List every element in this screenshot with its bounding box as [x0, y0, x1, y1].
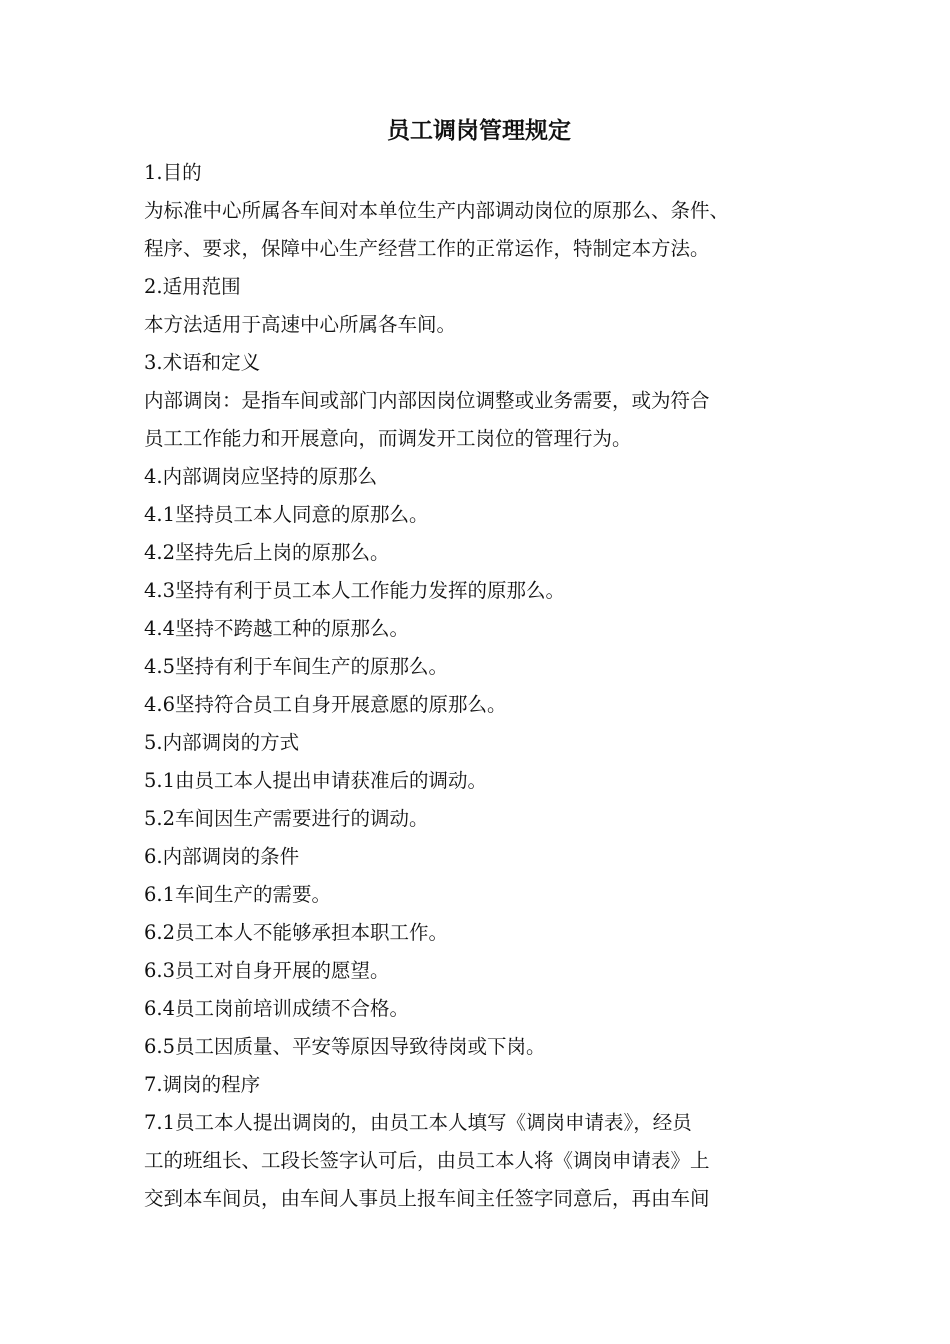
document-title: 员工调岗管理规定	[387, 118, 571, 144]
text-line: 7.1员工本人提出调岗的，由员工本人填写《调岗申请表》，经员	[144, 1111, 692, 1134]
text-line: 6.5员工因质量、平安等原因导致待岗或下岗。	[144, 1035, 546, 1058]
text-line: 4.1坚持员工本人同意的原那么。	[144, 503, 429, 526]
text-line: 5.1由员工本人提出申请获准后的调动。	[144, 769, 488, 792]
text-line: 6.内部调岗的条件	[144, 845, 300, 868]
text-line: 内部调岗：是指车间或部门内部因岗位调整或业务需要，或为符合	[144, 389, 710, 412]
text-line: 员工工作能力和开展意向，而调发开工岗位的管理行为。	[144, 427, 632, 450]
text-line: 程序、要求，保障中心生产经营工作的正常运作，特制定本方法。	[144, 237, 710, 260]
text-line: 本方法适用于高速中心所属各车间。	[144, 313, 457, 336]
text-line: 工的班组长、工段长签字认可后，由员工本人将《调岗申请表》上	[144, 1149, 710, 1172]
document-page	[144, 112, 814, 1218]
document-body	[144, 154, 814, 1218]
text-line: 5.内部调岗的方式	[144, 731, 300, 754]
text-line: 为标准中心所属各车间对本单位生产内部调动岗位的原那么、条件、	[144, 199, 730, 222]
text-line: 1.目的	[144, 161, 202, 184]
text-line: 4.3坚持有利于员工本人工作能力发挥的原那么。	[144, 579, 566, 602]
text-line: 交到本车间员，由车间人事员上报车间主任签字同意后，再由车间	[144, 1187, 710, 1210]
text-line: 7.调岗的程序	[144, 1073, 261, 1096]
text-line: 6.3员工对自身开展的愿望。	[144, 959, 390, 982]
text-line: 2.适用范围	[144, 275, 241, 298]
text-line: 6.4员工岗前培训成绩不合格。	[144, 997, 410, 1020]
text-line: 4.6坚持符合员工自身开展意愿的原那么。	[144, 693, 507, 716]
text-line: 4.5坚持有利于车间生产的原那么。	[144, 655, 449, 678]
text-line: 4.2坚持先后上岗的原那么。	[144, 541, 390, 564]
text-line: 4.4坚持不跨越工种的原那么。	[144, 617, 410, 640]
text-line: 6.2员工本人不能够承担本职工作。	[144, 921, 449, 944]
text-line: 5.2车间因生产需要进行的调动。	[144, 807, 429, 830]
text-line: 6.1车间生产的需要。	[144, 883, 332, 906]
text-line: 4.内部调岗应坚持的原那么	[144, 465, 378, 488]
text-line: 3.术语和定义	[144, 351, 261, 374]
